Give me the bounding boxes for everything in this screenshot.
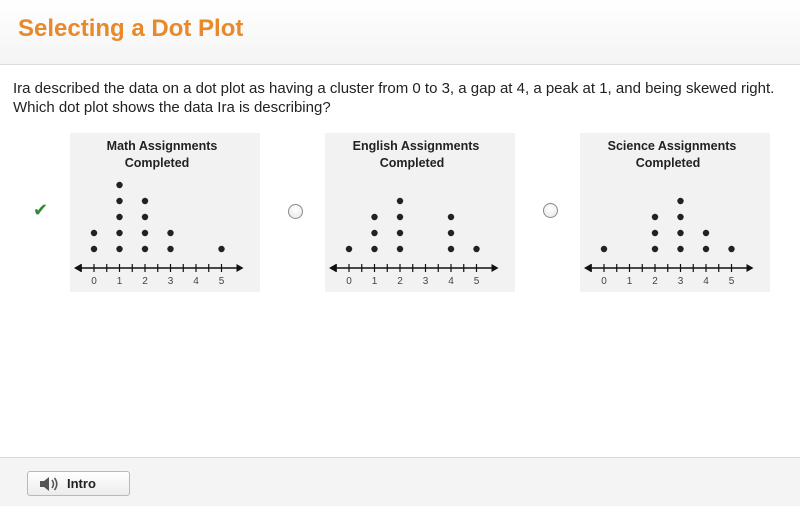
tick-label: 4 xyxy=(448,276,454,287)
plot-title-line-1: Math Assignments xyxy=(106,139,218,153)
data-dot xyxy=(652,230,658,236)
tick-label: 1 xyxy=(626,276,633,287)
data-dot xyxy=(116,230,122,236)
data-dot xyxy=(448,230,454,236)
plot-title-line-1: Science Assignments xyxy=(607,139,737,153)
data-dot xyxy=(397,214,403,220)
data-dot xyxy=(91,230,97,236)
data-dot xyxy=(116,182,122,188)
tick-label: 3 xyxy=(422,276,429,287)
tick-label: 2 xyxy=(397,276,403,287)
plot-title-line-2: Completed xyxy=(379,156,445,170)
plot-title-line-2: Completed xyxy=(635,156,701,170)
data-dot xyxy=(142,214,148,220)
dot-plot-english xyxy=(325,133,515,292)
data-dot xyxy=(371,214,377,220)
question-text xyxy=(13,79,793,117)
data-dot xyxy=(677,198,683,204)
data-dot xyxy=(142,246,148,252)
dot-plot-math xyxy=(70,133,260,292)
arrow-right-icon xyxy=(237,264,244,272)
arrow-right-icon xyxy=(747,264,754,272)
data-dot xyxy=(448,246,454,252)
tick-label: 4 xyxy=(703,276,709,287)
header-bar xyxy=(0,0,800,65)
data-dot xyxy=(448,214,454,220)
data-dot xyxy=(703,246,709,252)
correct-check-icon: ✔ xyxy=(33,200,49,221)
question-line-1: Ira described the data on a dot plot as having a cluster from 0 to 3, a gap at 4, a peak at 1, and being skewed right. xyxy=(13,80,775,97)
tick-label: 5 xyxy=(473,276,480,287)
data-dot xyxy=(91,246,97,252)
arrow-left-icon xyxy=(329,264,336,272)
plot-title-line-2: Completed xyxy=(124,156,190,170)
page-title: Selecting a Dot Plot xyxy=(18,15,244,42)
tick-label: 5 xyxy=(728,276,735,287)
tick-label: 0 xyxy=(346,276,352,287)
data-dot xyxy=(346,246,352,252)
data-dot xyxy=(728,246,734,252)
data-dot xyxy=(397,230,403,236)
dot-plot-option-3[interactable] xyxy=(580,133,770,292)
data-dot xyxy=(473,246,479,252)
tick-label: 1 xyxy=(371,276,378,287)
data-dot xyxy=(142,230,148,236)
data-dot xyxy=(652,214,658,220)
data-dot xyxy=(677,246,683,252)
radio-option-2[interactable] xyxy=(288,204,303,219)
data-dot xyxy=(116,214,122,220)
data-dot xyxy=(371,230,377,236)
radio-option-3[interactable] xyxy=(543,203,558,218)
tick-label: 4 xyxy=(193,276,199,287)
tick-label: 0 xyxy=(601,276,607,287)
data-dot xyxy=(397,198,403,204)
dot-plot-option-2[interactable] xyxy=(325,133,515,292)
tick-label: 1 xyxy=(116,276,123,287)
question-line-2: Which dot plot shows the data Ira is describing? xyxy=(13,99,331,116)
intro-button[interactable] xyxy=(27,471,130,496)
tick-label: 3 xyxy=(677,276,684,287)
data-dot xyxy=(677,214,683,220)
data-dot xyxy=(218,246,224,252)
data-dot xyxy=(371,246,377,252)
arrow-left-icon xyxy=(584,264,591,272)
plot-title-line-1: English Assignments xyxy=(352,139,480,153)
data-dot xyxy=(167,230,173,236)
arrow-left-icon xyxy=(74,264,81,272)
data-dot xyxy=(116,198,122,204)
data-dot xyxy=(703,230,709,236)
intro-label: Intro xyxy=(67,476,96,491)
data-dot xyxy=(601,246,607,252)
data-dot xyxy=(652,246,658,252)
speaker-icon xyxy=(38,475,60,493)
data-dot xyxy=(397,246,403,252)
tick-label: 2 xyxy=(652,276,658,287)
data-dot xyxy=(116,246,122,252)
data-dot xyxy=(677,230,683,236)
dot-plot-science xyxy=(580,133,770,292)
tick-label: 3 xyxy=(167,276,174,287)
data-dot xyxy=(142,198,148,204)
data-dot xyxy=(167,246,173,252)
dot-plot-option-1[interactable] xyxy=(70,133,260,292)
tick-label: 5 xyxy=(218,276,225,287)
arrow-right-icon xyxy=(492,264,499,272)
tick-label: 0 xyxy=(91,276,97,287)
tick-label: 2 xyxy=(142,276,148,287)
